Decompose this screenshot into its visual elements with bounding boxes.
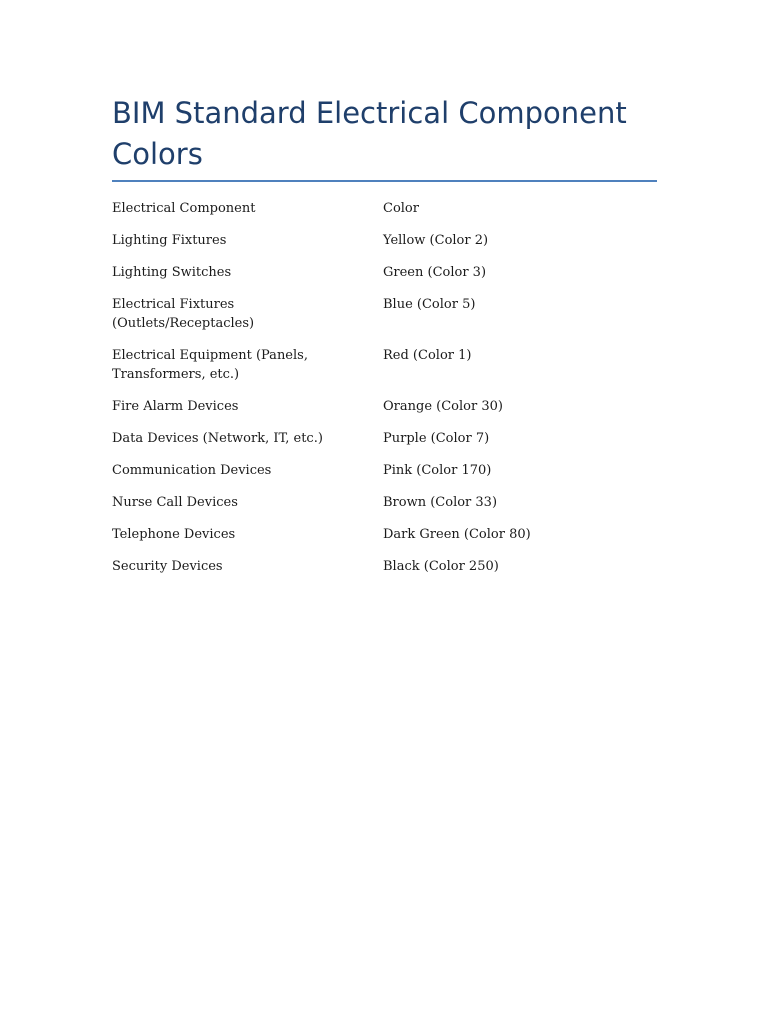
component-cell: Lighting Switches [112,265,232,280]
table-row [112,493,657,512]
color-cell: Brown (Color 33) [383,495,498,510]
component-cell: Data Devices (Network, IT, etc.) [112,431,323,446]
color-cell: Yellow (Color 2) [383,233,489,248]
component-cell: Telephone Devices [112,527,236,542]
color-cell: Black (Color 250) [383,559,499,574]
table-row [112,557,657,576]
document-title: BIM Standard Electrical Component Colors [112,96,627,171]
component-cell: Security Devices [112,559,223,574]
table-row [112,429,657,448]
title-underline [112,180,657,182]
color-cell: Purple (Color 7) [383,431,490,446]
table-row [112,231,657,250]
component-color-table [112,199,657,589]
table-row [112,397,657,416]
component-cell: Nurse Call Devices [112,495,238,510]
table-row [112,295,657,333]
component-cell: Communication Devices [112,463,272,478]
color-cell: Dark Green (Color 80) [383,527,531,542]
color-cell: Blue (Color 5) [383,297,476,312]
header-color: Color [383,201,419,216]
table-row [112,263,657,282]
table-row [112,346,657,384]
color-cell: Green (Color 3) [383,265,487,280]
color-cell: Orange (Color 30) [383,399,503,414]
component-cell: Fire Alarm Devices [112,399,239,414]
table-header-row [112,199,657,218]
header-component: Electrical Component [112,201,256,216]
table-row [112,461,657,480]
color-cell: Pink (Color 170) [383,463,492,478]
component-cell: Lighting Fixtures [112,233,227,248]
component-cell: Electrical Fixtures (Outlets/Receptacles) [112,297,255,331]
component-cell: Electrical Equipment (Panels, Transformers, etc.) [112,348,308,382]
table-row [112,525,657,544]
color-cell: Red (Color 1) [383,348,472,363]
